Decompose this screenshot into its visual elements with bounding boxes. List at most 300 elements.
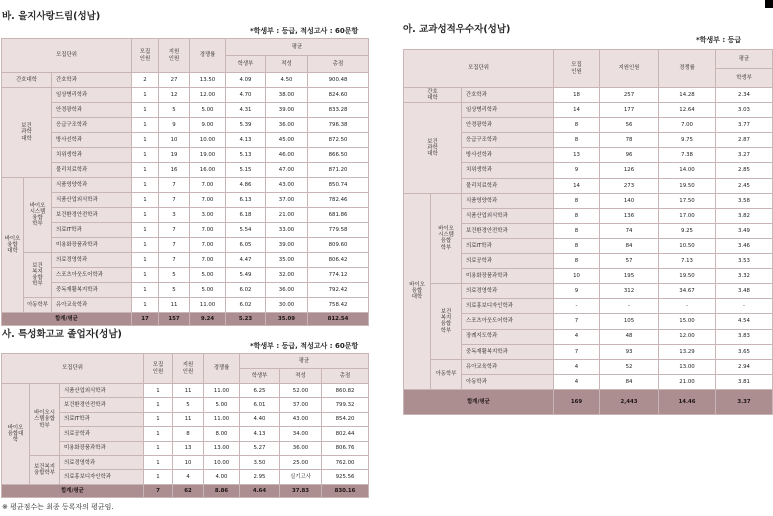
cell: 5 [159, 283, 190, 298]
cell: 7 [554, 314, 600, 329]
cell: 2.34 [716, 88, 773, 103]
column-header: 모집단위 [404, 50, 554, 88]
cell: 806.76 [322, 441, 369, 455]
cell: 830.16 [322, 484, 369, 497]
cell: 11.00 [190, 298, 226, 313]
cell: 4 [173, 470, 204, 484]
cell: 5 [173, 398, 204, 412]
column-header: 모집단위 [2, 39, 132, 73]
cell: 의료홍보디자인학과 [60, 470, 144, 484]
group-label: 보건복지 융합학부 [30, 455, 60, 484]
cell: 14 [554, 103, 600, 118]
cell: 1 [132, 193, 159, 208]
column-header: 모집 인원 [144, 354, 173, 384]
table-row [2, 73, 369, 88]
cell: 7.00 [190, 223, 226, 238]
cell: 3.27 [716, 148, 773, 163]
cell: 1 [144, 427, 173, 441]
cell: 11 [159, 298, 190, 313]
cell: 3.00 [190, 208, 226, 223]
admission-table-b [1, 38, 369, 326]
cell: 치위생학과 [52, 148, 132, 163]
cell: 5.39 [226, 118, 266, 133]
cell: 5.00 [190, 283, 226, 298]
cell: 식품영양학과 [52, 178, 132, 193]
cell: 4.64 [240, 484, 280, 497]
column-header: 총점 [322, 369, 369, 384]
cell: 보건환경안전학과 [60, 398, 144, 412]
cell: 1 [144, 384, 173, 398]
cell: 38.00 [266, 88, 308, 103]
cell: 실기고사 [280, 470, 322, 484]
cell: 11 [173, 412, 204, 426]
cell: 52 [600, 359, 659, 374]
cell: 850.74 [308, 178, 369, 193]
cell: 57 [600, 254, 659, 269]
cell: 1 [132, 223, 159, 238]
cell: 1 [132, 103, 159, 118]
cell: 14.00 [659, 163, 716, 178]
cell: 4.70 [226, 88, 266, 103]
cell: 9 [554, 163, 600, 178]
group-label: 간호대학 [2, 73, 52, 88]
cell: 1 [132, 283, 159, 298]
cell: 4.54 [716, 314, 773, 329]
cell: 3.53 [716, 254, 773, 269]
cell: 의료경영학과 [60, 455, 144, 469]
cell: 7 [159, 223, 190, 238]
cell: 34.00 [280, 427, 322, 441]
cell: 9 [554, 284, 600, 299]
cell: 2.45 [716, 178, 773, 193]
cell: 16.00 [190, 163, 226, 178]
cell: 7.00 [659, 118, 716, 133]
group-label: 바이오시 스템융합 학부 [30, 384, 60, 456]
cell: 27 [159, 73, 190, 88]
cell: 9.24 [190, 313, 226, 326]
group-label: 보건 과학 대학 [2, 88, 52, 178]
cell: 12 [159, 88, 190, 103]
table-row [2, 238, 369, 253]
cell: 2.85 [716, 163, 773, 178]
cell: 10 [173, 455, 204, 469]
cell: 84 [600, 238, 659, 253]
admission-table-s [1, 353, 369, 498]
cell: 합계/평균 [2, 313, 132, 326]
table-row [2, 193, 369, 208]
cell: 136 [600, 208, 659, 223]
cell: 8 [554, 238, 600, 253]
table-row [2, 455, 369, 469]
group-label: 바이오 시스템 융합 학부 [24, 178, 52, 253]
cell: 치위생학과 [462, 163, 554, 178]
group-label: 바이오 융합대 학 [2, 384, 30, 485]
cell: 3 [159, 208, 190, 223]
cell: 762.00 [322, 455, 369, 469]
cell: 4.50 [266, 73, 308, 88]
cell: 7 [554, 344, 600, 359]
cell: 35.00 [266, 253, 308, 268]
cell: 17.50 [659, 193, 716, 208]
cell: 식품산업외식학과 [52, 193, 132, 208]
cell: 9 [159, 118, 190, 133]
cell: 1 [144, 470, 173, 484]
cell: 의료경영학과 [462, 284, 554, 299]
cell: 8 [554, 133, 600, 148]
cell: 3.32 [716, 269, 773, 284]
cell: 13.50 [190, 73, 226, 88]
cell: - [554, 299, 600, 314]
cell: 9.75 [659, 133, 716, 148]
cell: 8 [173, 427, 204, 441]
table-row [2, 208, 369, 223]
cell: 1 [132, 133, 159, 148]
cell: 11.00 [204, 384, 240, 398]
table-row [2, 133, 369, 148]
cell: 5.23 [226, 313, 266, 326]
table-row [404, 193, 773, 208]
group-label: 아동학부 [24, 298, 52, 313]
table-row [2, 384, 369, 398]
group-label: 보건 복지 융합 학부 [431, 284, 462, 359]
cell: 12.00 [659, 329, 716, 344]
cell: 스포츠아웃도어학과 [52, 268, 132, 283]
cell: 5.00 [190, 268, 226, 283]
cell: 1 [144, 441, 173, 455]
cell: 37.00 [266, 193, 308, 208]
cell: 아동학과 [462, 374, 554, 389]
cell: 16 [159, 163, 190, 178]
column-header: 학생부 [226, 56, 266, 73]
cell: 8.86 [204, 484, 240, 497]
section-title-b: 바. 을지사랑드림(성남) [2, 11, 101, 22]
cell: 14.28 [659, 88, 716, 103]
section-note-b: *학생부 : 등급, 적성고사 : 60문항 [250, 27, 359, 35]
admission-table-a [403, 49, 773, 415]
cell: 1 [132, 298, 159, 313]
table-row [2, 253, 369, 268]
cell: 17.00 [659, 208, 716, 223]
cell: 17 [132, 313, 159, 326]
cell: 8 [554, 223, 600, 238]
cell: 1 [132, 238, 159, 253]
cell: 응급구조학과 [52, 118, 132, 133]
cell: 7.00 [190, 253, 226, 268]
cell: 합계/평균 [404, 389, 554, 414]
cell: 758.42 [308, 298, 369, 313]
table-row [2, 88, 369, 103]
cell: 74 [600, 223, 659, 238]
cell: 872.50 [308, 133, 369, 148]
cell: 유아교육학과 [462, 359, 554, 374]
cell: 19.50 [659, 269, 716, 284]
cell: 126 [600, 163, 659, 178]
cell: 1 [144, 398, 173, 412]
table-row [2, 283, 369, 298]
cell: 3.37 [716, 389, 773, 414]
column-header: 모집 인원 [554, 50, 600, 88]
cell: 6.02 [226, 283, 266, 298]
cell: 18 [554, 88, 600, 103]
cell: 273 [600, 178, 659, 193]
table-row [2, 178, 369, 193]
cell: 48 [600, 329, 659, 344]
cell: 5.27 [240, 441, 280, 455]
group-label: 아동학부 [431, 359, 462, 389]
cell: 10.00 [204, 455, 240, 469]
cell: 5 [159, 268, 190, 283]
column-header: 평균 [226, 39, 369, 56]
cell: 6.13 [226, 193, 266, 208]
cell: 안경광학과 [462, 118, 554, 133]
cell: 56 [600, 118, 659, 133]
table-row [2, 223, 369, 238]
cell: 4.31 [226, 103, 266, 118]
cell: 792.42 [308, 283, 369, 298]
cell: 4.86 [226, 178, 266, 193]
cell: 임상병리학과 [462, 103, 554, 118]
cell: 3.77 [716, 118, 773, 133]
cell: 14.46 [659, 389, 716, 414]
cell: 1 [132, 208, 159, 223]
cell: 860.82 [322, 384, 369, 398]
cell: 3.50 [240, 455, 280, 469]
table-row [404, 359, 773, 374]
cell: 3.82 [716, 208, 773, 223]
cell: 25.00 [280, 455, 322, 469]
cell: 2 [132, 73, 159, 88]
cell: 2.87 [716, 133, 773, 148]
cell: 809.60 [308, 238, 369, 253]
cell: 의료공학과 [60, 427, 144, 441]
cell: 833.28 [308, 103, 369, 118]
cell: 5.49 [226, 268, 266, 283]
cell: 1 [132, 268, 159, 283]
group-label: 간호 대학 [404, 88, 462, 103]
cell: 5.13 [226, 148, 266, 163]
cell: 195 [600, 269, 659, 284]
column-header: 모집단위 [2, 354, 144, 384]
cell: 6.01 [240, 398, 280, 412]
cell: 2,443 [600, 389, 659, 414]
cell: 8.00 [204, 427, 240, 441]
cell: 36.00 [266, 118, 308, 133]
cell: 779.58 [308, 223, 369, 238]
cell: 1 [132, 88, 159, 103]
cell: 의료경영학과 [52, 253, 132, 268]
cell: 782.46 [308, 193, 369, 208]
cell: 3.48 [716, 284, 773, 299]
cell: 3.65 [716, 344, 773, 359]
cell: 3.46 [716, 238, 773, 253]
cell: 6.05 [226, 238, 266, 253]
cell: 2.94 [716, 359, 773, 374]
column-header: 지원인원 [600, 50, 659, 88]
cell: 방사선학과 [462, 148, 554, 163]
cell: 4 [554, 329, 600, 344]
cell: 4.09 [226, 73, 266, 88]
cell: 물리치료학과 [52, 163, 132, 178]
cell: 의료공학과 [462, 254, 554, 269]
cell: 6.18 [226, 208, 266, 223]
cell: 1 [144, 412, 173, 426]
cell: 12.00 [190, 88, 226, 103]
cell: 7 [159, 238, 190, 253]
cell: 식품산업외식학과 [462, 208, 554, 223]
cell: 36.00 [266, 283, 308, 298]
cell: 4.47 [226, 253, 266, 268]
cell: 4 [554, 359, 600, 374]
group-label: 보건 과학 대학 [404, 103, 462, 194]
group-label: 보건 복지 융합 학부 [24, 253, 52, 298]
section-note-s: *학생부 : 등급, 적성고사 : 60문항 [250, 342, 359, 350]
cell: 11 [173, 384, 204, 398]
cell: 35.09 [266, 313, 308, 326]
cell: 의료IT학과 [52, 223, 132, 238]
cell: 34.67 [659, 284, 716, 299]
cell: 681.86 [308, 208, 369, 223]
cell: 1 [144, 455, 173, 469]
cell: 9.25 [659, 223, 716, 238]
cell: 7 [159, 193, 190, 208]
corner-mark [765, 0, 773, 8]
cell: 13.29 [659, 344, 716, 359]
column-header: 학생부 [716, 69, 773, 88]
group-label: 바이오 시스템 융합 학부 [431, 193, 462, 284]
group-label: 바이오 융합 대학 [404, 193, 431, 389]
cell: 19 [159, 148, 190, 163]
column-header: 모집 인원 [132, 39, 159, 73]
cell: - [600, 299, 659, 314]
cell: 78 [600, 133, 659, 148]
cell: 10.50 [659, 238, 716, 253]
table-row [404, 103, 773, 118]
cell: 84 [600, 374, 659, 389]
column-header: 적성 [280, 369, 322, 384]
cell: 9.00 [190, 118, 226, 133]
cell: 식품산업외식학과 [60, 384, 144, 398]
cell: 3.03 [716, 103, 773, 118]
cell: 8 [554, 254, 600, 269]
section-title-a: 아. 교과성적우수자(성남) [403, 24, 511, 35]
cell: 871.20 [308, 163, 369, 178]
column-header: 경쟁률 [204, 354, 240, 384]
cell: 806.42 [308, 253, 369, 268]
cell: 1 [132, 118, 159, 133]
cell: 3.49 [716, 223, 773, 238]
section-title-s: 사. 특성화고교 졸업자(성남) [2, 329, 122, 340]
cell: 105 [600, 314, 659, 329]
cell: 5.00 [204, 398, 240, 412]
cell: 4.40 [240, 412, 280, 426]
cell: 7 [159, 178, 190, 193]
column-header: 적성 [266, 56, 308, 73]
cell: 802.44 [322, 427, 369, 441]
table-row [2, 118, 369, 133]
cell: 7.00 [190, 238, 226, 253]
cell: 312 [600, 284, 659, 299]
cell: 5.54 [226, 223, 266, 238]
cell: 3.83 [716, 329, 773, 344]
cell: 7 [144, 484, 173, 497]
cell: 43.00 [280, 412, 322, 426]
cell: 7.38 [659, 148, 716, 163]
cell: 39.00 [266, 238, 308, 253]
cell: 물리치료학과 [462, 178, 554, 193]
cell: 방사선학과 [52, 133, 132, 148]
column-header: 평균 [716, 50, 773, 69]
table-row [2, 298, 369, 313]
cell: 177 [600, 103, 659, 118]
cell: 미용화장품과학과 [60, 441, 144, 455]
cell: 유아교육학과 [52, 298, 132, 313]
group-label: 바이오 융합 대학 [2, 178, 24, 313]
column-header: 경쟁률 [190, 39, 226, 73]
cell: 900.48 [308, 73, 369, 88]
cell: 13 [173, 441, 204, 455]
cell: 799.32 [322, 398, 369, 412]
cell: 미용화장품과학과 [462, 269, 554, 284]
cell: 37.83 [280, 484, 322, 497]
cell: 응급구조학과 [462, 133, 554, 148]
cell: 46.00 [266, 148, 308, 163]
cell: 8 [554, 208, 600, 223]
column-header: 지원 인원 [173, 354, 204, 384]
cell: 10.00 [190, 133, 226, 148]
cell: 19.50 [659, 178, 716, 193]
cell: 11.00 [204, 412, 240, 426]
cell: 13 [554, 148, 600, 163]
cell: 824.60 [308, 88, 369, 103]
cell: 중독재활복지학과 [462, 344, 554, 359]
cell: 합계/평균 [2, 484, 144, 497]
cell: 866.50 [308, 148, 369, 163]
column-header: 총점 [308, 56, 369, 73]
cell: 39.00 [266, 103, 308, 118]
column-header: 경쟁률 [659, 50, 716, 88]
cell: 6.02 [226, 298, 266, 313]
cell: 21.00 [266, 208, 308, 223]
cell: 보건환경안전학과 [462, 223, 554, 238]
column-header: 평균 [240, 354, 369, 369]
cell: 3.81 [716, 374, 773, 389]
cell: 8 [554, 193, 600, 208]
cell: 37.00 [280, 398, 322, 412]
cell: 5 [159, 103, 190, 118]
cell: 미용화장품과학과 [52, 238, 132, 253]
cell: 32.00 [266, 268, 308, 283]
cell: 15.00 [659, 314, 716, 329]
cell: 스포츠아웃도어학과 [462, 314, 554, 329]
cell: 8 [554, 118, 600, 133]
table-row [2, 148, 369, 163]
cell: 36.00 [280, 441, 322, 455]
footnote: ※ 평균점수는 최종 등록자의 평균임. [2, 503, 114, 511]
cell: 4 [554, 374, 600, 389]
cell: 중독재활복지학과 [52, 283, 132, 298]
cell: 7.00 [190, 178, 226, 193]
cell: 13.00 [204, 441, 240, 455]
cell: 93 [600, 344, 659, 359]
cell: 854.20 [322, 412, 369, 426]
cell: 7 [159, 253, 190, 268]
cell: 간호학과 [52, 73, 132, 88]
cell: 2.95 [240, 470, 280, 484]
cell: 33.00 [266, 223, 308, 238]
cell: 1 [132, 163, 159, 178]
cell: 47.00 [266, 163, 308, 178]
section-note-a: *학생부 : 등급 [696, 36, 742, 44]
